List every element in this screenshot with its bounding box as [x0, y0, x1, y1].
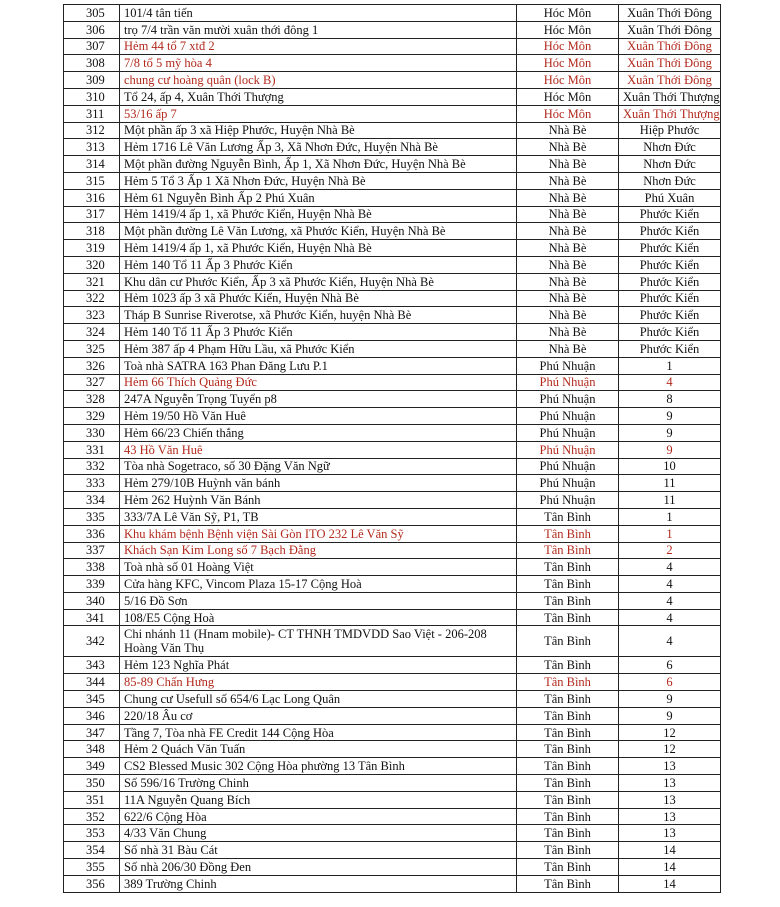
address-cell: Cửa hàng KFC, Vincom Plaza 15-17 Cộng Hoà	[120, 576, 517, 593]
address-cell: Một phần đường Nguyễn Bình, Ấp 1, Xã Nhơn Đức, Huyện Nhà Bè	[120, 156, 517, 173]
address-cell: 101/4 tân tiến	[120, 5, 517, 22]
district-cell: Tân Bình	[517, 825, 619, 842]
row-number-cell: 342	[64, 626, 120, 657]
table-row	[64, 758, 721, 775]
table-row	[64, 172, 721, 189]
row-number-cell: 356	[64, 875, 120, 892]
row-number-cell: 309	[64, 72, 120, 89]
address-cell: Hẻm 61 Nguyễn Bình Ấp 2 Phú Xuân	[120, 189, 517, 206]
district-cell: Nhà Bè	[517, 240, 619, 257]
ward-cell: Phước Kiển	[619, 223, 721, 240]
row-number-cell: 340	[64, 592, 120, 609]
address-cell: chung cư hoàng quân (lock B)	[120, 72, 517, 89]
row-number-cell: 331	[64, 441, 120, 458]
row-number-cell: 336	[64, 525, 120, 542]
address-cell: Một phần ấp 3 xã Hiệp Phước, Huyện Nhà Bè	[120, 122, 517, 139]
ward-cell: 14	[619, 842, 721, 859]
address-cell: Chi nhánh 11 (Hnam mobile)- CT THNH TMDVDD Sao Việt - 206-208 Hoàng Văn Thụ	[120, 626, 517, 657]
ward-cell: Phước Kiển	[619, 307, 721, 324]
table-row	[64, 408, 721, 425]
row-number-cell: 314	[64, 156, 120, 173]
address-cell: trọ 7/4 trần văn mười xuân thới đông 1	[120, 21, 517, 38]
district-cell: Nhà Bè	[517, 189, 619, 206]
table-row	[64, 674, 721, 691]
table-row	[64, 492, 721, 509]
row-number-cell: 351	[64, 791, 120, 808]
table-body	[64, 5, 721, 893]
district-cell: Hóc Môn	[517, 5, 619, 22]
table-row	[64, 156, 721, 173]
ward-cell: 14	[619, 875, 721, 892]
table-row	[64, 458, 721, 475]
row-number-cell: 316	[64, 189, 120, 206]
district-cell: Nhà Bè	[517, 340, 619, 357]
address-cell: Hẻm 279/10B Huỳnh văn bánh	[120, 475, 517, 492]
district-cell: Tân Bình	[517, 626, 619, 657]
table-row	[64, 808, 721, 825]
table-row	[64, 240, 721, 257]
ward-cell: 6	[619, 657, 721, 674]
ward-cell: Phước Kiển	[619, 340, 721, 357]
district-cell: Tân Bình	[517, 609, 619, 626]
address-cell: Hẻm 123 Nghĩa Phát	[120, 657, 517, 674]
ward-cell: Xuân Thới Đông	[619, 5, 721, 22]
address-cell: Hẻm 1419/4 ấp 1, xã Phước Kiển, Huyện Nhà Bè	[120, 206, 517, 223]
ward-cell: 4	[619, 576, 721, 593]
district-cell: Hóc Môn	[517, 21, 619, 38]
table-row	[64, 290, 721, 307]
ward-cell: Nhơn Đức	[619, 139, 721, 156]
address-cell: Số 596/16 Trường Chinh	[120, 775, 517, 792]
address-cell: 247A Nguyễn Trọng Tuyển p8	[120, 391, 517, 408]
district-cell: Hóc Môn	[517, 105, 619, 122]
address-cell: CS2 Blessed Music 302 Cộng Hòa phường 13 Tân Bình	[120, 758, 517, 775]
district-cell: Hóc Môn	[517, 72, 619, 89]
table-row	[64, 357, 721, 374]
ward-cell: 13	[619, 758, 721, 775]
ward-cell: 4	[619, 609, 721, 626]
district-cell: Tân Bình	[517, 508, 619, 525]
ward-cell: Phước Kiển	[619, 240, 721, 257]
table-row	[64, 88, 721, 105]
district-cell: Tân Bình	[517, 707, 619, 724]
district-cell: Tân Bình	[517, 592, 619, 609]
table-row	[64, 38, 721, 55]
address-cell: Khu khám bệnh Bệnh viện Sài Gòn ITO 232 Lê Văn Sỹ	[120, 525, 517, 542]
district-cell: Tân Bình	[517, 791, 619, 808]
ward-cell: Xuân Thới Đông	[619, 72, 721, 89]
table-row	[64, 206, 721, 223]
table-row	[64, 741, 721, 758]
address-cell: Hẻm 19/50 Hồ Văn Huê	[120, 408, 517, 425]
row-number-cell: 327	[64, 374, 120, 391]
ward-cell: Hiệp Phước	[619, 122, 721, 139]
district-cell: Tân Bình	[517, 842, 619, 859]
district-cell: Nhà Bè	[517, 122, 619, 139]
ward-cell: 12	[619, 741, 721, 758]
ward-cell: 14	[619, 859, 721, 876]
table-row	[64, 391, 721, 408]
table-row	[64, 542, 721, 559]
address-cell: Tháp B Sunrise Riverotse, xã Phước Kiển, huyện Nhà Bè	[120, 307, 517, 324]
address-cell: 53/16 ấp 7	[120, 105, 517, 122]
address-cell: Hẻm 140 Tổ 11 Ấp 3 Phước Kiển	[120, 324, 517, 341]
address-cell: Chung cư Usefull số 654/6 Lạc Long Quân	[120, 691, 517, 708]
address-cell: Toà nhà số 01 Hoàng Việt	[120, 559, 517, 576]
table-row	[64, 657, 721, 674]
table-row	[64, 724, 721, 741]
ward-cell: 11	[619, 475, 721, 492]
table-row	[64, 825, 721, 842]
table-row	[64, 791, 721, 808]
ward-cell: 4	[619, 559, 721, 576]
district-cell: Nhà Bè	[517, 172, 619, 189]
ward-cell: Phước Kiển	[619, 206, 721, 223]
district-cell: Tân Bình	[517, 758, 619, 775]
row-number-cell: 343	[64, 657, 120, 674]
district-cell: Nhà Bè	[517, 156, 619, 173]
row-number-cell: 320	[64, 256, 120, 273]
address-cell: 4/33 Văn Chung	[120, 825, 517, 842]
address-cell: Tòa nhà Sogetraco, số 30 Đặng Văn Ngữ	[120, 458, 517, 475]
address-cell: 43 Hồ Văn Huê	[120, 441, 517, 458]
district-cell: Nhà Bè	[517, 273, 619, 290]
table-row	[64, 441, 721, 458]
ward-cell: 9	[619, 691, 721, 708]
district-cell: Hóc Môn	[517, 88, 619, 105]
table-row	[64, 576, 721, 593]
ward-cell: 12	[619, 724, 721, 741]
address-cell: Hẻm 1419/4 ấp 1, xã Phước Kiển, Huyện Nhà Bè	[120, 240, 517, 257]
district-cell: Phú Nhuận	[517, 492, 619, 509]
ward-cell: 13	[619, 791, 721, 808]
row-number-cell: 332	[64, 458, 120, 475]
address-cell: 108/E5 Cộng Hoà	[120, 609, 517, 626]
district-cell: Tân Bình	[517, 859, 619, 876]
table-row	[64, 122, 721, 139]
ward-cell: 4	[619, 626, 721, 657]
ward-cell: 13	[619, 825, 721, 842]
address-cell: 333/7A Lê Văn Sỹ, P1, TB	[120, 508, 517, 525]
table-row	[64, 324, 721, 341]
ward-cell: Phước Kiển	[619, 256, 721, 273]
table-row	[64, 105, 721, 122]
address-cell: 7/8 tổ 5 mỹ hòa 4	[120, 55, 517, 72]
table-row	[64, 424, 721, 441]
district-cell: Tân Bình	[517, 576, 619, 593]
row-number-cell: 352	[64, 808, 120, 825]
district-cell: Tân Bình	[517, 674, 619, 691]
row-number-cell: 334	[64, 492, 120, 509]
address-cell: Hẻm 387 ấp 4 Phạm Hữu Lầu, xã Phước Kiển	[120, 340, 517, 357]
table-row	[64, 842, 721, 859]
ward-cell: 13	[619, 808, 721, 825]
row-number-cell: 319	[64, 240, 120, 257]
address-cell: Tổ 24, ấp 4, Xuân Thới Thượng	[120, 88, 517, 105]
address-cell: 5/16 Đồ Sơn	[120, 592, 517, 609]
district-cell: Tân Bình	[517, 724, 619, 741]
row-number-cell: 349	[64, 758, 120, 775]
table-row	[64, 256, 721, 273]
table-row	[64, 592, 721, 609]
row-number-cell: 335	[64, 508, 120, 525]
address-cell: Hẻm 1023 ấp 3 xã Phước Kiển, Huyện Nhà Bè	[120, 290, 517, 307]
district-cell: Nhà Bè	[517, 290, 619, 307]
row-number-cell: 353	[64, 825, 120, 842]
address-cell: Hẻm 44 tổ 7 xtđ 2	[120, 38, 517, 55]
table-row	[64, 775, 721, 792]
row-number-cell: 313	[64, 139, 120, 156]
row-number-cell: 311	[64, 105, 120, 122]
row-number-cell: 310	[64, 88, 120, 105]
district-cell: Phú Nhuận	[517, 408, 619, 425]
table-row	[64, 374, 721, 391]
row-number-cell: 329	[64, 408, 120, 425]
ward-cell: Xuân Thới Đông	[619, 38, 721, 55]
table-row	[64, 609, 721, 626]
district-cell: Phú Nhuận	[517, 424, 619, 441]
district-cell: Tân Bình	[517, 808, 619, 825]
table-row	[64, 626, 721, 657]
address-cell: 389 Trường Chinh	[120, 875, 517, 892]
row-number-cell: 338	[64, 559, 120, 576]
district-cell: Nhà Bè	[517, 324, 619, 341]
address-cell: 220/18 Âu cơ	[120, 707, 517, 724]
table-row	[64, 508, 721, 525]
ward-cell: 4	[619, 374, 721, 391]
address-cell: Hẻm 66/23 Chiến thắng	[120, 424, 517, 441]
row-number-cell: 354	[64, 842, 120, 859]
district-cell: Nhà Bè	[517, 223, 619, 240]
district-cell: Hóc Môn	[517, 38, 619, 55]
row-number-cell: 350	[64, 775, 120, 792]
table-row	[64, 875, 721, 892]
address-cell: Số nhà 31 Bàu Cát	[120, 842, 517, 859]
address-cell: Hẻm 66 Thích Quảng Đức	[120, 374, 517, 391]
table-row	[64, 707, 721, 724]
address-cell: Số nhà 206/30 Đồng Đen	[120, 859, 517, 876]
ward-cell: 4	[619, 592, 721, 609]
table-row	[64, 223, 721, 240]
district-cell: Tân Bình	[517, 741, 619, 758]
address-cell: Hẻm 2 Quách Văn Tuấn	[120, 741, 517, 758]
district-cell: Tân Bình	[517, 525, 619, 542]
ward-cell: Xuân Thới Thượng	[619, 88, 721, 105]
table-row	[64, 5, 721, 22]
table-row	[64, 21, 721, 38]
table-row	[64, 273, 721, 290]
table-row	[64, 307, 721, 324]
table-row	[64, 559, 721, 576]
table-row	[64, 691, 721, 708]
district-cell: Nhà Bè	[517, 307, 619, 324]
district-cell: Nhà Bè	[517, 139, 619, 156]
address-table	[63, 4, 721, 893]
address-cell: 11A Nguyễn Quang Bích	[120, 791, 517, 808]
district-cell: Nhà Bè	[517, 256, 619, 273]
row-number-cell: 341	[64, 609, 120, 626]
row-number-cell: 337	[64, 542, 120, 559]
table-row	[64, 189, 721, 206]
district-cell: Nhà Bè	[517, 206, 619, 223]
ward-cell: 8	[619, 391, 721, 408]
address-cell: Khách Sạn Kim Long số 7 Bạch Đằng	[120, 542, 517, 559]
row-number-cell: 326	[64, 357, 120, 374]
ward-cell: 1	[619, 508, 721, 525]
district-cell: Phú Nhuận	[517, 475, 619, 492]
row-number-cell: 317	[64, 206, 120, 223]
row-number-cell: 322	[64, 290, 120, 307]
row-number-cell: 318	[64, 223, 120, 240]
ward-cell: 9	[619, 408, 721, 425]
ward-cell: Xuân Thới Đông	[619, 55, 721, 72]
ward-cell: 6	[619, 674, 721, 691]
row-number-cell: 330	[64, 424, 120, 441]
row-number-cell: 346	[64, 707, 120, 724]
address-cell: Hẻm 262 Huỳnh Văn Bánh	[120, 492, 517, 509]
row-number-cell: 307	[64, 38, 120, 55]
district-cell: Tân Bình	[517, 559, 619, 576]
row-number-cell: 348	[64, 741, 120, 758]
row-number-cell: 344	[64, 674, 120, 691]
row-number-cell: 324	[64, 324, 120, 341]
row-number-cell: 312	[64, 122, 120, 139]
table-row	[64, 859, 721, 876]
row-number-cell: 308	[64, 55, 120, 72]
ward-cell: 1	[619, 525, 721, 542]
ward-cell: Xuân Thới Đông	[619, 21, 721, 38]
row-number-cell: 328	[64, 391, 120, 408]
table-row	[64, 139, 721, 156]
table-row	[64, 340, 721, 357]
ward-cell: 11	[619, 492, 721, 509]
district-cell: Phú Nhuận	[517, 458, 619, 475]
row-number-cell: 347	[64, 724, 120, 741]
address-cell: Hẻm 1716 Lê Văn Lương Ấp 3, Xã Nhơn Đức, Huyện Nhà Bè	[120, 139, 517, 156]
district-cell: Tân Bình	[517, 657, 619, 674]
address-cell: Hẻm 5 Tổ 3 Ấp 1 Xã Nhơn Đức, Huyện Nhà Bè	[120, 172, 517, 189]
address-cell: Một phần đường Lê Văn Lương, xã Phước Kiển, Huyện Nhà Bè	[120, 223, 517, 240]
ward-cell: 1	[619, 357, 721, 374]
district-cell: Phú Nhuận	[517, 357, 619, 374]
row-number-cell: 321	[64, 273, 120, 290]
district-cell: Tân Bình	[517, 691, 619, 708]
district-cell: Phú Nhuận	[517, 391, 619, 408]
table-row	[64, 475, 721, 492]
ward-cell: 10	[619, 458, 721, 475]
ward-cell: Nhơn Đức	[619, 156, 721, 173]
ward-cell: Phước Kiển	[619, 290, 721, 307]
address-cell: 85-89 Chấn Hưng	[120, 674, 517, 691]
district-cell: Phú Nhuận	[517, 374, 619, 391]
district-cell: Tân Bình	[517, 775, 619, 792]
address-cell: 622/6 Cộng Hòa	[120, 808, 517, 825]
ward-cell: 9	[619, 441, 721, 458]
row-number-cell: 325	[64, 340, 120, 357]
row-number-cell: 355	[64, 859, 120, 876]
row-number-cell: 333	[64, 475, 120, 492]
district-cell: Tân Bình	[517, 875, 619, 892]
address-cell: Toà nhà SATRA 163 Phan Đăng Lưu P.1	[120, 357, 517, 374]
row-number-cell: 305	[64, 5, 120, 22]
ward-cell: 9	[619, 424, 721, 441]
ward-cell: Phú Xuân	[619, 189, 721, 206]
table-row	[64, 525, 721, 542]
ward-cell: 13	[619, 775, 721, 792]
district-cell: Phú Nhuận	[517, 441, 619, 458]
ward-cell: 9	[619, 707, 721, 724]
row-number-cell: 339	[64, 576, 120, 593]
address-cell: Tầng 7, Tòa nhà FE Credit 144 Cộng Hòa	[120, 724, 517, 741]
ward-cell: Phước Kiển	[619, 273, 721, 290]
row-number-cell: 306	[64, 21, 120, 38]
district-cell: Hóc Môn	[517, 55, 619, 72]
table-row	[64, 55, 721, 72]
table-row	[64, 72, 721, 89]
address-cell: Khu dân cư Phước Kiển, Ấp 3 xã Phước Kiển, Huyện Nhà Bè	[120, 273, 517, 290]
row-number-cell: 345	[64, 691, 120, 708]
ward-cell: Nhơn Đức	[619, 172, 721, 189]
ward-cell: Xuân Thới Thượng	[619, 105, 721, 122]
ward-cell: 2	[619, 542, 721, 559]
address-cell: Hẻm 140 Tổ 11 Ấp 3 Phước Kiển	[120, 256, 517, 273]
ward-cell: Phước Kiển	[619, 324, 721, 341]
district-cell: Tân Bình	[517, 542, 619, 559]
row-number-cell: 315	[64, 172, 120, 189]
row-number-cell: 323	[64, 307, 120, 324]
